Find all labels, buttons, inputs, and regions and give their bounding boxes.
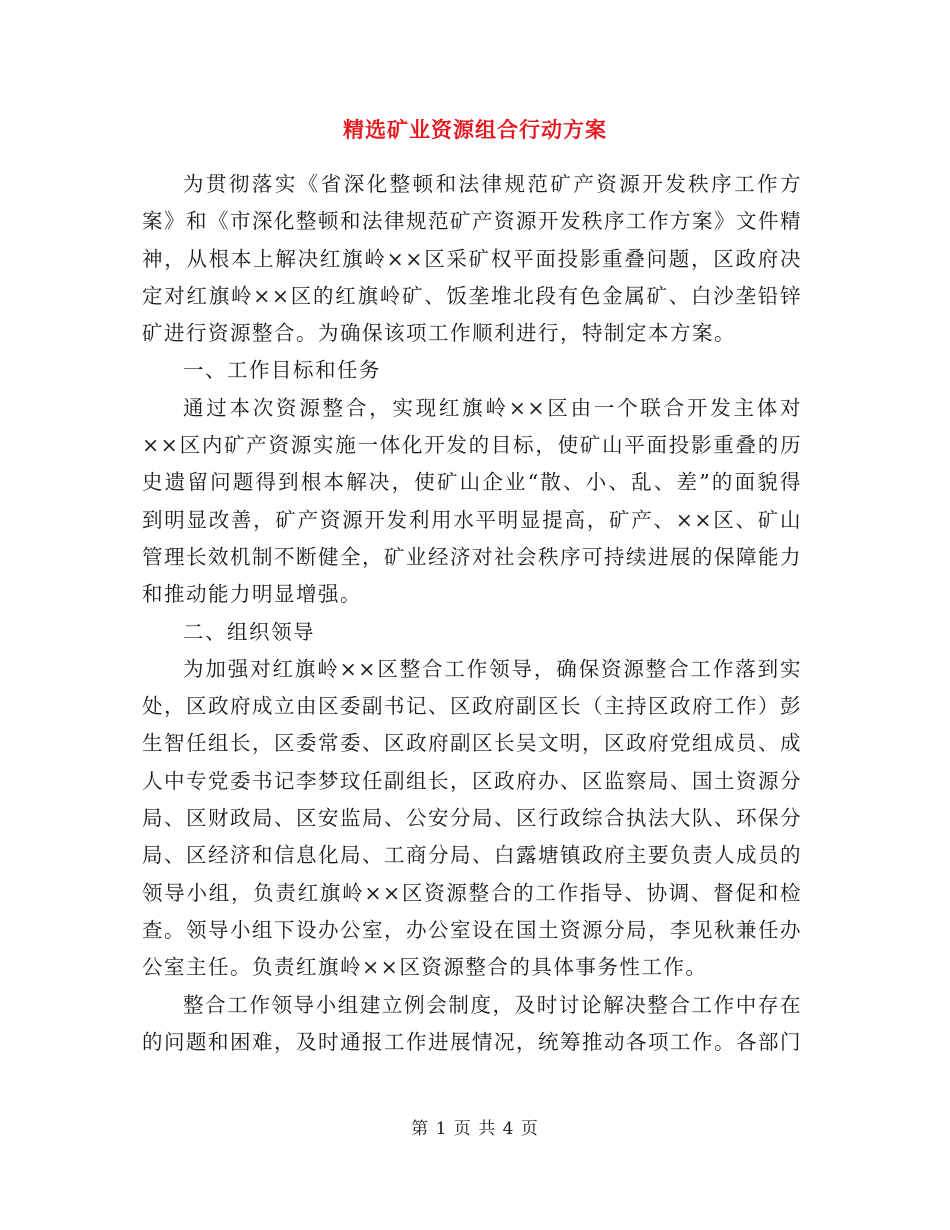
paragraph-leadership: 为加强对红旗岭××区整合工作领导，确保资源整合工作落到实处，区政府成立由区委副书记、区政府副区长（主持区政府工作）彭生智任组长，区委常委、区政府副区长吴文明，区政府党组成员、成人中专党委书记李梦玟任副组长，区政府办、区监察局、国土资源分局、区财政局、区安监局、公安分局、区行政综合执法大队、环保分局、区经济和信息化局、工商分局、白露塘镇政府主要负责人成员的领导小组，负责红旗岭××区资源整合的工作指导、协调、督促和检查。领导小组下设办公室，办公室设在国土资源分局，李见秋兼任办公室主任。负责红旗岭××区资源整合的具体事务性工作。 [142, 656, 802, 980]
document-title: 精选矿业资源组合行动方案 [343, 117, 607, 142]
section-heading-goals: 一、工作目标和任务 [183, 358, 381, 383]
section-heading-leadership: 二、组织领导 [183, 619, 315, 644]
page-number-footer: 第 1 页 共 4 页 [411, 1119, 539, 1139]
paragraph-intro: 为贯彻落实《省深化整顿和法律规范矿产资源开发秩序工作方案》和《市深化整顿和法律规范矿产资源开发秩序工作方案》文件精神，从根本上解决红旗岭××区采矿权平面投影重叠问题，区政府决定对红旗岭××区的红旗岭矿、饭垄堆北段有色金属矿、白沙垄铅锌矿进行资源整合。为确保该项工作顺利进行，特制定本方案。 [142, 172, 802, 346]
document-body [142, 166, 802, 1061]
paragraph-meeting-system: 整合工作领导小组建立例会制度，及时讨论解决整合工作中存在的问题和困难，及时通报工作进展情况，统筹推动各项工作。各部门 [142, 992, 802, 1054]
paragraph-goals: 通过本次资源整合，实现红旗岭××区由一个联合开发主体对××区内矿产资源实施一体化开发的目标，使矿山平面投影重叠的历史遗留问题得到根本解决，使矿山企业“散、小、乱、差”的面貌得到明显改善，矿产资源开发利用水平明显提高，矿产、××区、矿山管理长效机制不断健全，矿业经济对社会秩序可持续进展的保障能力和推动能力明显增强。 [142, 395, 802, 607]
